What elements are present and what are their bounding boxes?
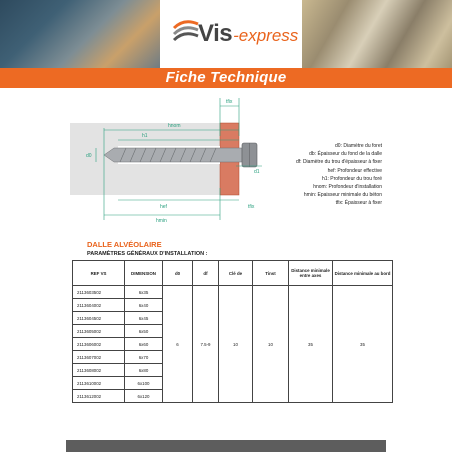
logo-text	[198, 20, 298, 48]
cell-dimension: 6x60	[125, 338, 163, 351]
title-bar	[0, 68, 452, 88]
label-tfix-right: tfix	[248, 204, 255, 210]
cell-ref: 2113603502	[73, 286, 125, 299]
cell-dimension: 6x35	[125, 286, 163, 299]
cell-ref: 2113605002	[73, 325, 125, 338]
cell-dimension: 6x40	[125, 299, 163, 312]
header-df: df	[193, 261, 219, 286]
cell-dimension: 6x80	[125, 364, 163, 377]
header-cle: Clé de	[219, 261, 253, 286]
cell-ref: 2113607002	[73, 351, 125, 364]
footer-bar	[66, 440, 386, 452]
header-tinst: Tinst	[253, 261, 289, 286]
header-d0: d0	[163, 261, 193, 286]
legend-item: hnom: Profondeur d'installation	[313, 184, 382, 191]
legend-item: tfix: Épaisseur à fixer	[335, 200, 382, 207]
cell-ref: 2113606002	[73, 338, 125, 351]
header	[0, 0, 452, 68]
label-hmin: hmin	[156, 218, 167, 224]
legend-item: h1: Profondeur du trou foré	[321, 175, 382, 182]
legend-item: db: Épaisseur du fond de la dalle	[309, 151, 382, 158]
header-dist-axes: Distance minimale entre axes	[289, 261, 333, 286]
logo-swoosh-icon	[172, 18, 200, 44]
header-dimension: DIMENSION	[125, 261, 163, 286]
section-subtitle: PARAMÈTRES GÉNÉRAUX D'INSTALLATION :	[87, 251, 208, 257]
cell-ref: 2113604002	[73, 299, 125, 312]
logo-brand-name: Vis	[198, 20, 233, 47]
cell-ref: 2113608002	[73, 364, 125, 377]
cell-dimension: 6x120	[125, 390, 163, 403]
cell-ref: 2113612002	[73, 390, 125, 403]
legend-item: d0: Diamètre du foret	[335, 143, 382, 149]
cell-dist-bord: 35	[333, 286, 393, 403]
cell-dist-axes: 35	[289, 286, 333, 403]
header-ref: REF VS	[73, 261, 125, 286]
cell-df: 7.5-9	[193, 286, 219, 403]
label-hef: hef	[160, 204, 167, 210]
label-h1: h1	[142, 133, 148, 139]
cell-tinst: 10	[253, 286, 289, 403]
cell-dimension: 6x50	[125, 325, 163, 338]
cell-cle: 10	[219, 286, 253, 403]
label-tfix-top: tfix	[226, 99, 233, 105]
table-row	[73, 286, 393, 299]
specifications-table	[72, 260, 393, 403]
cell-dimension: 6x45	[125, 312, 163, 325]
cell-d0: 6	[163, 286, 193, 403]
header-dist-bord: Distance minimale au bord	[333, 261, 393, 286]
logo	[160, 0, 302, 68]
cell-ref: 2113604502	[73, 312, 125, 325]
page-title: Fiche Technique	[165, 69, 287, 86]
label-d1: d1	[254, 169, 260, 175]
legend-item: hef: Profondeur effective	[327, 167, 382, 174]
screws-photo	[302, 0, 452, 68]
cell-ref: 2113610002	[73, 377, 125, 390]
label-hnom-top: hnom	[168, 123, 181, 129]
section-title: DALLE ALVÉOLAIRE	[87, 240, 162, 249]
tools-photo	[0, 0, 160, 68]
legend	[162, 142, 382, 208]
table-header-row	[73, 261, 393, 286]
logo-brand-suffix: -express	[233, 26, 299, 45]
cell-dimension: 6x70	[125, 351, 163, 364]
label-d0: d0	[86, 153, 92, 159]
legend-item: hmin: Epaisseur minimale du béton	[303, 192, 382, 199]
cell-dimension: 6x100	[125, 377, 163, 390]
legend-item: df: Diamètre du trou d'épaisseur à fixer	[296, 159, 382, 166]
